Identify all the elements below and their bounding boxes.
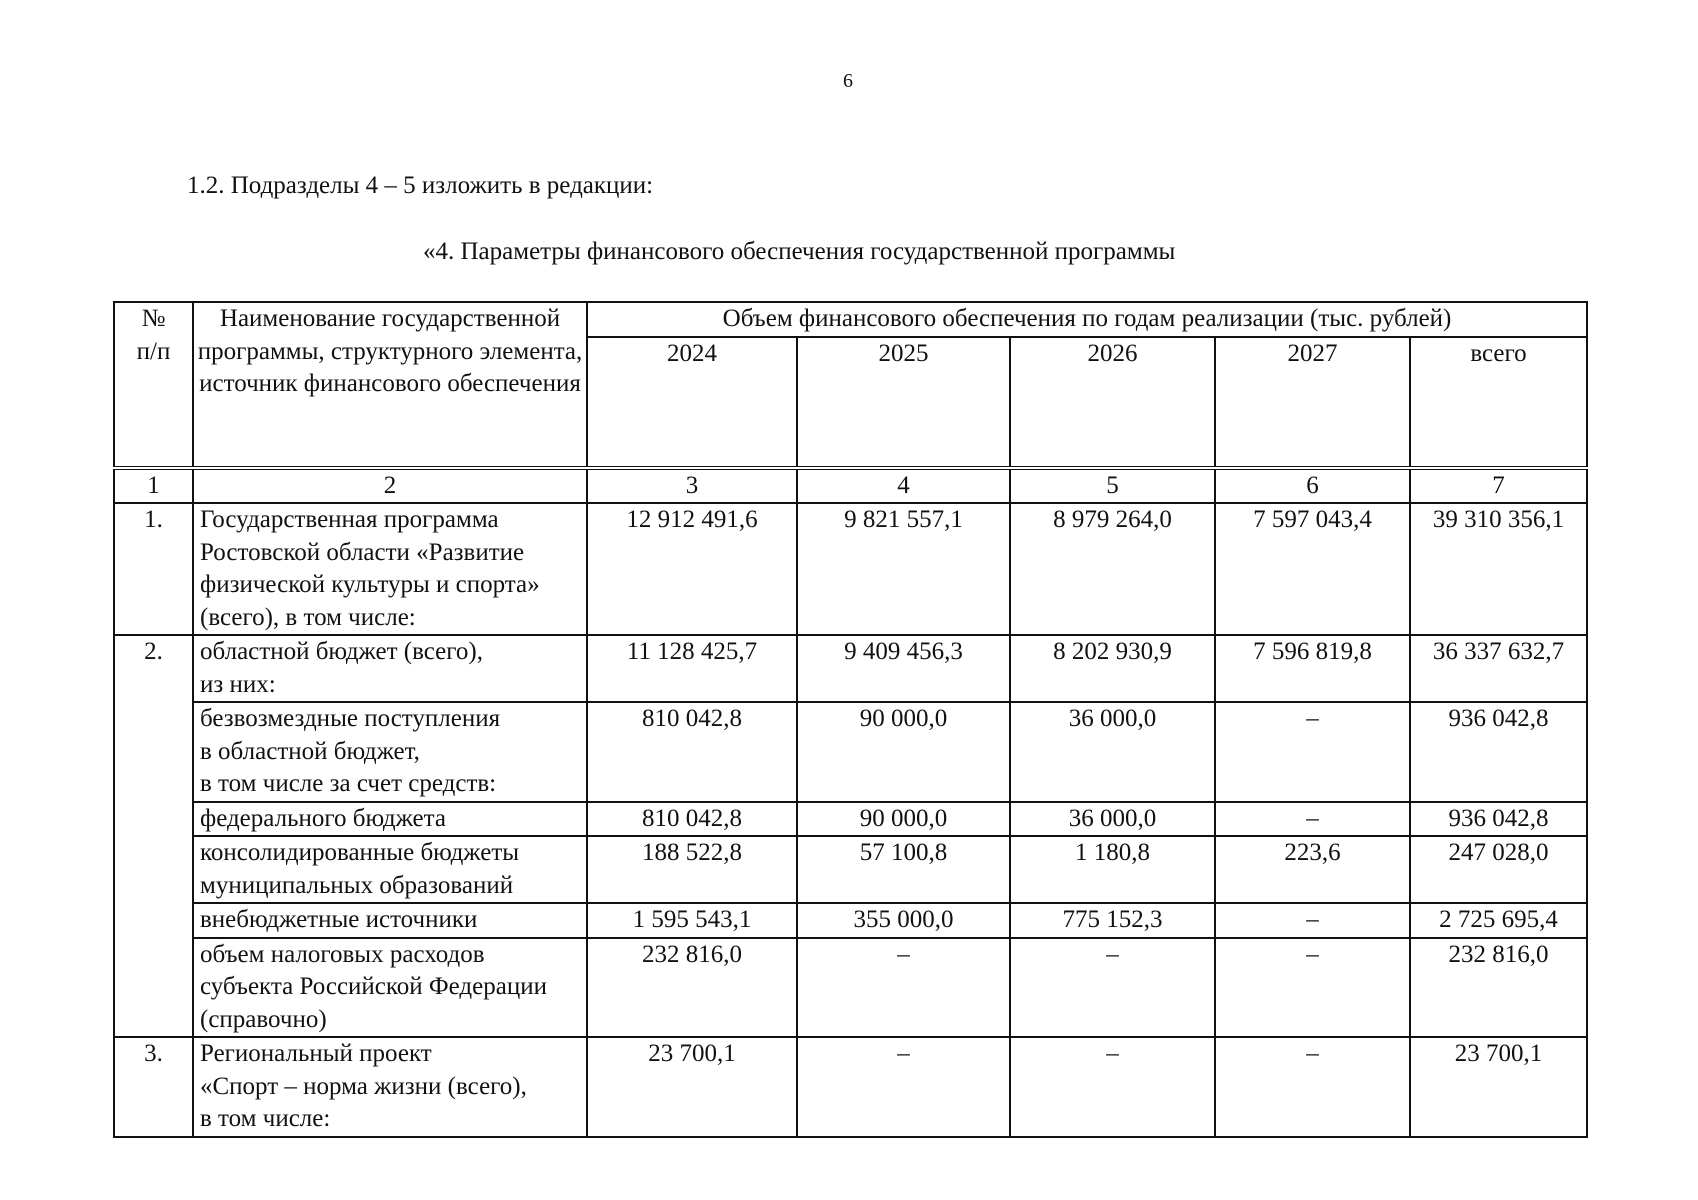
row-name-cell: областной бюджет (всего), из них: xyxy=(193,635,587,702)
value-cell: 775 152,3 xyxy=(1010,903,1215,938)
value-cell: 7 597 043,4 xyxy=(1215,503,1410,635)
value-cell: 223,6 xyxy=(1215,836,1410,903)
value-cell: 36 000,0 xyxy=(1010,702,1215,802)
value-cell: 1 180,8 xyxy=(1010,836,1215,903)
header-year-cell: 2026 xyxy=(1010,337,1215,468)
value-cell: 810 042,8 xyxy=(587,702,797,802)
value-cell: 247 028,0 xyxy=(1410,836,1587,903)
table-row xyxy=(114,802,1587,837)
column-number-cell: 4 xyxy=(797,468,1010,504)
value-cell: – xyxy=(1215,802,1410,837)
header-total-cell: всего xyxy=(1410,337,1587,468)
value-cell: 1 595 543,1 xyxy=(587,903,797,938)
value-cell: 810 042,8 xyxy=(587,802,797,837)
value-cell: 8 202 930,9 xyxy=(1010,635,1215,702)
row-name-cell: объем налоговых расходов субъекта Российской Федерации (справочно) xyxy=(193,938,587,1038)
value-cell: 57 100,8 xyxy=(797,836,1010,903)
value-cell: 12 912 491,6 xyxy=(587,503,797,635)
section-title: «4. Параметры финансового обеспечения государственной программы xyxy=(423,238,1176,265)
header-name-cell: Наименование государственной программы, структурного элемента, источник финансового обеспечения xyxy=(193,302,587,468)
table-row xyxy=(114,1037,1587,1137)
row-name-cell: консолидированные бюджеты муниципальных образований xyxy=(193,836,587,903)
value-cell: 90 000,0 xyxy=(797,702,1010,802)
value-cell: 936 042,8 xyxy=(1410,802,1587,837)
header-number-cell: № п/п xyxy=(114,302,193,468)
row-number-cell: 3. xyxy=(114,1037,193,1137)
value-cell: – xyxy=(1215,938,1410,1038)
value-cell: – xyxy=(797,938,1010,1038)
value-cell: – xyxy=(1215,1037,1410,1137)
value-cell: 9 821 557,1 xyxy=(797,503,1010,635)
value-cell: 355 000,0 xyxy=(797,903,1010,938)
value-cell: 7 596 819,8 xyxy=(1215,635,1410,702)
value-cell: – xyxy=(797,1037,1010,1137)
row-number-cell: 1. xyxy=(114,503,193,635)
row-name-cell: Государственная программа Ростовской области «Развитие физической культуры и спорта» (всего), в том числе: xyxy=(193,503,587,635)
row-name-cell: федерального бюджета xyxy=(193,802,587,837)
value-cell: 90 000,0 xyxy=(797,802,1010,837)
column-number-cell: 7 xyxy=(1410,468,1587,504)
value-cell: 232 816,0 xyxy=(587,938,797,1038)
row-number-cell: 2. xyxy=(114,635,193,1037)
financing-table xyxy=(113,301,1588,1138)
column-number-cell: 3 xyxy=(587,468,797,504)
table-row xyxy=(114,635,1587,702)
row-name-cell: безвозмездные поступления в областной бюджет, в том числе за счет средств: xyxy=(193,702,587,802)
row-name-cell: внебюджетные источники xyxy=(193,903,587,938)
table-row xyxy=(114,702,1587,802)
table-row xyxy=(114,938,1587,1038)
column-number-cell: 2 xyxy=(193,468,587,504)
value-cell: 2 725 695,4 xyxy=(1410,903,1587,938)
value-cell: 188 522,8 xyxy=(587,836,797,903)
value-cell: 8 979 264,0 xyxy=(1010,503,1215,635)
value-cell: – xyxy=(1010,938,1215,1038)
value-cell: 36 000,0 xyxy=(1010,802,1215,837)
value-cell: 9 409 456,3 xyxy=(797,635,1010,702)
header-year-cell: 2024 xyxy=(587,337,797,468)
value-cell: 39 310 356,1 xyxy=(1410,503,1587,635)
value-cell: 232 816,0 xyxy=(1410,938,1587,1038)
row-name-cell: Региональный проект «Спорт – норма жизни (всего), в том числе: xyxy=(193,1037,587,1137)
value-cell: – xyxy=(1010,1037,1215,1137)
value-cell: 11 128 425,7 xyxy=(587,635,797,702)
value-cell: – xyxy=(1215,903,1410,938)
header-volume-group: Объем финансового обеспечения по годам реализации (тыс. рублей) xyxy=(587,302,1587,337)
intro-paragraph: 1.2. Подразделы 4 – 5 изложить в редакции: xyxy=(187,172,654,199)
page-number-text: 6 xyxy=(843,70,853,92)
value-cell: 36 337 632,7 xyxy=(1410,635,1587,702)
table-row xyxy=(114,836,1587,903)
table-row xyxy=(114,903,1587,938)
value-cell: 23 700,1 xyxy=(587,1037,797,1137)
header-year-cell: 2025 xyxy=(797,337,1010,468)
column-number-cell: 6 xyxy=(1215,468,1410,504)
table-row xyxy=(114,503,1587,635)
header-year-cell: 2027 xyxy=(1215,337,1410,468)
column-number-cell: 5 xyxy=(1010,468,1215,504)
value-cell: – xyxy=(1215,702,1410,802)
column-number-row xyxy=(114,468,1587,504)
value-cell: 936 042,8 xyxy=(1410,702,1587,802)
value-cell: 23 700,1 xyxy=(1410,1037,1587,1137)
column-number-cell: 1 xyxy=(114,468,193,504)
